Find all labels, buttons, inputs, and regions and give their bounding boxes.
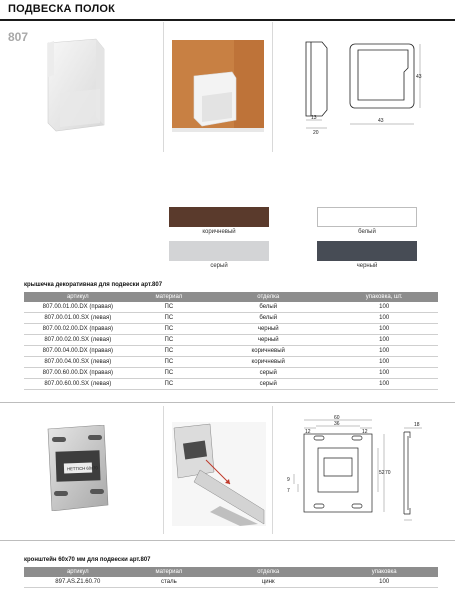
dim-cap-depth: 20 [313,130,319,136]
col-header: артикул [24,567,132,577]
dim-small-7: 7 [287,488,290,494]
divider [163,22,164,152]
col-header: отделка [206,292,330,302]
table-cell: серый [206,379,330,390]
cap-installed-photo [172,40,264,132]
dim-bracket-inner: 52 [379,470,385,476]
table1-caption: крышечка декоративная для подвески арт.807 [24,282,163,288]
bracket-spec-table [24,567,438,588]
table-cell: 100 [330,346,438,357]
table-cell: белый [206,302,330,313]
page-title: ПОДВЕСКА ПОЛОК [8,3,116,15]
table-cell: 897.AS.Z1.60.70 [24,577,132,588]
table-cell: 100 [330,324,438,335]
table-cell: коричневый [206,346,330,357]
dim-edge-12b: 12 [362,429,368,435]
header-bar [0,0,455,21]
table-cell: ПС [132,302,207,313]
table-row [24,357,438,368]
table-cell: 807.00.01.00.DX (правая) [24,302,132,313]
divider [272,22,273,152]
table-header-row [24,292,438,302]
dim-cap-width: 43 [378,118,384,124]
dim-cap-height: 43 [416,74,422,80]
table-cell: 100 [330,313,438,324]
table-cell: 807.00.04.00.DX (правая) [24,346,132,357]
swatch-grey [169,241,269,261]
swatch-white-label: белый [358,229,376,235]
section-divider [0,402,455,403]
table-cell: ПС [132,313,207,324]
col-header: материал [132,567,207,577]
table2-caption: кронштейн 60х70 мм для подвески арт.807 [24,557,151,563]
col-header: упаковка [330,567,438,577]
table-cell: ПС [132,324,207,335]
col-header: отделка [206,567,330,577]
table-cell: черный [206,335,330,346]
table-cell: 807.00.60.00.SX (левая) [24,379,132,390]
swatch-brown [169,207,269,227]
cap-spec-table [24,292,438,390]
table-row [24,346,438,357]
table-cell: 100 [330,577,438,588]
table-cell: 807.00.01.00.SX (левая) [24,313,132,324]
dim-side-depth: 18 [414,422,420,428]
bracket-photo [42,425,112,511]
table-cell: 807.00.04.00.SX (левая) [24,357,132,368]
table-header-row [24,567,438,577]
col-header: материал [132,292,207,302]
table-cell: 807.00.02.00.SX (левая) [24,335,132,346]
table-cell: 100 [330,368,438,379]
table-cell: 100 [330,335,438,346]
swatch-brown-label: коричневый [202,229,236,235]
table-cell: ПС [132,357,207,368]
table-cell: ПС [132,379,207,390]
table-cell: 807.00.60.00.DX (правая) [24,368,132,379]
table-row [24,577,438,588]
table-row [24,302,438,313]
table-cell: ПС [132,346,207,357]
table-row [24,324,438,335]
bracket-technical-drawing [284,414,434,526]
dim-bracket-pitch: 36 [334,421,340,427]
table-cell: сталь [132,577,207,588]
cap-white-photo [40,35,120,135]
swatch-grey-label: серый [210,263,228,269]
table-cell: 100 [330,357,438,368]
dim-small-9: 9 [287,477,290,483]
divider [272,406,273,534]
table-cell: 100 [330,302,438,313]
table-row [24,313,438,324]
bracket-usage-illustration [170,420,268,528]
swatch-black-label: черный [356,263,378,269]
table-cell: ПС [132,335,207,346]
dim-bracket-width: 60 [334,415,340,421]
table-cell: черный [206,324,330,335]
col-header: артикул [24,292,132,302]
dim-bracket-height: 70 [385,470,391,476]
table-cell: ПС [132,368,207,379]
table-row [24,379,438,390]
table-row [24,368,438,379]
table-cell: 807.00.02.00.DX (правая) [24,324,132,335]
product-code: 807 [8,30,29,44]
swatch-white [317,207,417,227]
dim-cap-depth-inner: 13 [311,115,317,121]
swatch-black [317,241,417,261]
table-row [24,335,438,346]
bracket-imprint: HETTICH 60x70 [66,465,98,472]
table-cell: серый [206,368,330,379]
table-cell: белый [206,313,330,324]
divider [163,406,164,534]
table-cell: коричневый [206,357,330,368]
cap-technical-drawing [298,36,423,136]
dim-edge-12a: 12 [305,429,311,435]
section-divider [0,540,455,541]
table-cell: 100 [330,379,438,390]
col-header: упаковка, шт. [330,292,438,302]
table-cell: цинк [206,577,330,588]
